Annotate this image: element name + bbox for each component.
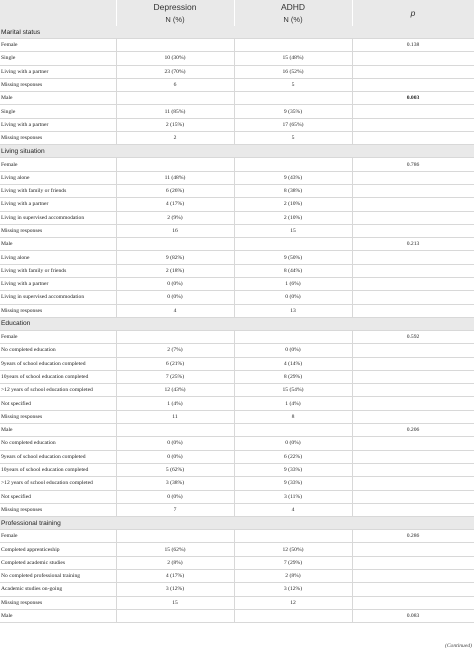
- adhd-value: 3 (11%): [234, 490, 352, 503]
- depression-value: 7: [116, 503, 234, 516]
- adhd-value: 9 (35%): [234, 105, 352, 118]
- header-blank: [0, 0, 116, 13]
- table-row: [0, 503, 474, 516]
- section-header-row: [0, 26, 474, 39]
- depression-value: 2 (15%): [116, 118, 234, 131]
- table-row: [0, 569, 474, 582]
- depression-value: [116, 330, 234, 343]
- row-label: 10years of school education completed: [0, 370, 116, 383]
- table-row: [0, 211, 474, 224]
- p-value: [352, 543, 474, 556]
- adhd-value: 1 (4%): [234, 397, 352, 410]
- table-row: [0, 184, 474, 197]
- adhd-value: 5: [234, 78, 352, 91]
- table-row: [0, 530, 474, 543]
- p-value: [352, 211, 474, 224]
- table-row: [0, 304, 474, 317]
- section-title: Professional training: [0, 517, 474, 530]
- row-label: Living with family or friends: [0, 184, 116, 197]
- row-label: Academic studies on-going: [0, 583, 116, 596]
- p-value: [352, 132, 474, 145]
- table-row: [0, 450, 474, 463]
- adhd-value: 6 (22%): [234, 450, 352, 463]
- p-value: [352, 291, 474, 304]
- depression-value: 2 (9%): [116, 211, 234, 224]
- depression-value: 6 (21%): [116, 357, 234, 370]
- row-label: Missing responses: [0, 410, 116, 423]
- table-row: [0, 583, 474, 596]
- p-value: [352, 344, 474, 357]
- adhd-value: 2 (8%): [234, 569, 352, 582]
- table-row: [0, 477, 474, 490]
- adhd-value: [234, 330, 352, 343]
- p-value: 0.213: [352, 238, 474, 251]
- row-label: No completed education: [0, 344, 116, 357]
- table-body: [0, 26, 474, 623]
- adhd-value: [234, 158, 352, 171]
- p-value: [352, 410, 474, 423]
- row-label: Living alone: [0, 171, 116, 184]
- adhd-value: [234, 530, 352, 543]
- adhd-value: 9 (50%): [234, 251, 352, 264]
- table-row: [0, 424, 474, 437]
- depression-value: 11 (48%): [116, 171, 234, 184]
- subheader-adhd: N (%): [234, 13, 352, 26]
- depression-value: 0 (0%): [116, 278, 234, 291]
- section-title: Education: [0, 317, 474, 330]
- depression-value: 4 (17%): [116, 198, 234, 211]
- p-value: [352, 52, 474, 65]
- row-label: Missing responses: [0, 503, 116, 516]
- row-label: Not specified: [0, 490, 116, 503]
- table-row: [0, 278, 474, 291]
- table-row: [0, 39, 474, 52]
- p-value: [352, 78, 474, 91]
- depression-value: 16: [116, 224, 234, 237]
- adhd-value: 2 (10%): [234, 198, 352, 211]
- depression-value: 7 (25%): [116, 370, 234, 383]
- table-row: [0, 556, 474, 569]
- row-label: Missing responses: [0, 132, 116, 145]
- adhd-value: 15: [234, 224, 352, 237]
- p-value: [352, 569, 474, 582]
- row-label: 9years of school education completed: [0, 450, 116, 463]
- depression-value: 11: [116, 410, 234, 423]
- subheader-blank: [0, 13, 116, 26]
- row-label: Living with a partner: [0, 118, 116, 131]
- row-label: Missing responses: [0, 304, 116, 317]
- row-label: 9years of school education completed: [0, 357, 116, 370]
- adhd-value: 15 (54%): [234, 384, 352, 397]
- adhd-value: 9 (33%): [234, 463, 352, 476]
- adhd-value: 13: [234, 304, 352, 317]
- adhd-value: [234, 92, 352, 105]
- p-value: [352, 118, 474, 131]
- depression-value: 6: [116, 78, 234, 91]
- depression-value: [116, 424, 234, 437]
- section-title: Living situation: [0, 145, 474, 158]
- p-value: [352, 198, 474, 211]
- p-value: [352, 596, 474, 609]
- depression-value: [116, 530, 234, 543]
- table-row: [0, 251, 474, 264]
- row-label: Living with a partner: [0, 278, 116, 291]
- table-row: [0, 158, 474, 171]
- adhd-value: 0 (0%): [234, 437, 352, 450]
- depression-value: 1 (4%): [116, 397, 234, 410]
- row-label: Male: [0, 609, 116, 622]
- depression-value: [116, 238, 234, 251]
- adhd-value: 8 (29%): [234, 370, 352, 383]
- p-value: [352, 397, 474, 410]
- adhd-value: 8 (44%): [234, 264, 352, 277]
- row-label: Female: [0, 530, 116, 543]
- row-label: Living with a partner: [0, 65, 116, 78]
- p-value: [352, 370, 474, 383]
- row-label: Male: [0, 238, 116, 251]
- table-row: [0, 118, 474, 131]
- depression-value: 10 (30%): [116, 52, 234, 65]
- adhd-value: 4 (14%): [234, 357, 352, 370]
- p-value: [352, 503, 474, 516]
- table-row: [0, 609, 474, 622]
- row-label: Living with family or friends: [0, 264, 116, 277]
- adhd-value: [234, 238, 352, 251]
- depression-value: 0 (0%): [116, 450, 234, 463]
- section-header-row: [0, 145, 474, 158]
- depression-value: [116, 609, 234, 622]
- depression-value: 15: [116, 596, 234, 609]
- row-label: Completed apprenticeship: [0, 543, 116, 556]
- row-label: Single: [0, 105, 116, 118]
- table-row: [0, 357, 474, 370]
- table-row: [0, 291, 474, 304]
- p-value: 0.206: [352, 424, 474, 437]
- table-row: [0, 397, 474, 410]
- adhd-value: 1 (6%): [234, 278, 352, 291]
- depression-value: 3 (38%): [116, 477, 234, 490]
- row-label: Female: [0, 330, 116, 343]
- table-row: [0, 224, 474, 237]
- continued-note: (Continued): [444, 643, 472, 649]
- row-label: Completed academic studies: [0, 556, 116, 569]
- p-value: [352, 264, 474, 277]
- p-value: [352, 463, 474, 476]
- table-row: [0, 596, 474, 609]
- table-row: [0, 52, 474, 65]
- row-label: Living alone: [0, 251, 116, 264]
- table-row: [0, 105, 474, 118]
- row-label: Missing responses: [0, 78, 116, 91]
- table-row: [0, 65, 474, 78]
- p-value: 0.786: [352, 158, 474, 171]
- row-label: >12 years of school education completed: [0, 477, 116, 490]
- adhd-value: 8 (38%): [234, 184, 352, 197]
- depression-value: 11 (85%): [116, 105, 234, 118]
- depression-value: 2 (7%): [116, 344, 234, 357]
- adhd-value: [234, 609, 352, 622]
- depression-value: 0 (0%): [116, 490, 234, 503]
- table-row: [0, 384, 474, 397]
- row-label: Male: [0, 92, 116, 105]
- depression-value: [116, 39, 234, 52]
- adhd-value: 2 (10%): [234, 211, 352, 224]
- adhd-value: 8: [234, 410, 352, 423]
- section-header-row: [0, 317, 474, 330]
- adhd-value: 12: [234, 596, 352, 609]
- p-value: [352, 477, 474, 490]
- table-row: [0, 198, 474, 211]
- p-value: [352, 171, 474, 184]
- adhd-value: 3 (12%): [234, 583, 352, 596]
- row-label: Male: [0, 424, 116, 437]
- p-value: [352, 278, 474, 291]
- adhd-value: 15 (48%): [234, 52, 352, 65]
- depression-value: [116, 158, 234, 171]
- table-row: [0, 543, 474, 556]
- row-label: Not specified: [0, 397, 116, 410]
- p-value: [352, 490, 474, 503]
- table-row: [0, 437, 474, 450]
- depression-value: 23 (70%): [116, 65, 234, 78]
- p-value: [352, 251, 474, 264]
- p-value: [352, 437, 474, 450]
- table-row: [0, 330, 474, 343]
- row-label: 10years of school education completed: [0, 463, 116, 476]
- adhd-value: 9 (43%): [234, 171, 352, 184]
- row-label: No completed education: [0, 437, 116, 450]
- row-label: Living with a partner: [0, 198, 116, 211]
- table-row: [0, 370, 474, 383]
- section-header-row: [0, 517, 474, 530]
- table-row: [0, 344, 474, 357]
- p-value: [352, 184, 474, 197]
- table-row: [0, 78, 474, 91]
- depression-value: 3 (12%): [116, 583, 234, 596]
- table-row: [0, 171, 474, 184]
- adhd-value: 9 (33%): [234, 477, 352, 490]
- p-value: [352, 65, 474, 78]
- p-value: [352, 304, 474, 317]
- depression-value: [116, 92, 234, 105]
- p-value: [352, 384, 474, 397]
- depression-value: 9 (82%): [116, 251, 234, 264]
- depression-value: 4: [116, 304, 234, 317]
- header-p: p: [352, 0, 474, 26]
- p-value: 0.083: [352, 609, 474, 622]
- p-value: [352, 224, 474, 237]
- p-value: [352, 556, 474, 569]
- row-label: >12 years of school education completed: [0, 384, 116, 397]
- p-value: 0.592: [352, 330, 474, 343]
- p-value: [352, 450, 474, 463]
- depression-value: 4 (17%): [116, 569, 234, 582]
- adhd-value: 17 (65%): [234, 118, 352, 131]
- p-value: [352, 583, 474, 596]
- depression-value: 0 (0%): [116, 291, 234, 304]
- table-row: [0, 463, 474, 476]
- adhd-value: 5: [234, 132, 352, 145]
- subheader-depression: N (%): [116, 13, 234, 26]
- depression-value: 2 (8%): [116, 556, 234, 569]
- depression-value: 12 (43%): [116, 384, 234, 397]
- depression-value: 0 (0%): [116, 437, 234, 450]
- table-row: [0, 132, 474, 145]
- adhd-value: 12 (50%): [234, 543, 352, 556]
- p-value: 0.003: [352, 92, 474, 105]
- adhd-value: 16 (52%): [234, 65, 352, 78]
- p-value: [352, 105, 474, 118]
- p-value: 0.286: [352, 530, 474, 543]
- header-adhd: ADHD: [234, 0, 352, 13]
- table-row: [0, 410, 474, 423]
- depression-value: 15 (62%): [116, 543, 234, 556]
- adhd-value: 0 (0%): [234, 291, 352, 304]
- row-label: No completed professional training: [0, 569, 116, 582]
- section-title: Marital status: [0, 26, 474, 39]
- table-row: [0, 238, 474, 251]
- row-label: Single: [0, 52, 116, 65]
- adhd-value: 4: [234, 503, 352, 516]
- row-label: Living in supervised accommodation: [0, 211, 116, 224]
- p-value: [352, 357, 474, 370]
- adhd-value: [234, 39, 352, 52]
- adhd-value: [234, 424, 352, 437]
- adhd-value: 7 (29%): [234, 556, 352, 569]
- table-header: [0, 0, 474, 26]
- depression-value: 2 (18%): [116, 264, 234, 277]
- table-row: [0, 264, 474, 277]
- table-row: [0, 92, 474, 105]
- table-row: [0, 490, 474, 503]
- depression-value: 6 (26%): [116, 184, 234, 197]
- depression-value: 2: [116, 132, 234, 145]
- p-value: 0.138: [352, 39, 474, 52]
- row-label: Missing responses: [0, 596, 116, 609]
- row-label: Female: [0, 39, 116, 52]
- row-label: Living in supervised accommodation: [0, 291, 116, 304]
- adhd-value: 0 (0%): [234, 344, 352, 357]
- depression-value: 5 (62%): [116, 463, 234, 476]
- row-label: Missing responses: [0, 224, 116, 237]
- header-depression: Depression: [116, 0, 234, 13]
- row-label: Female: [0, 158, 116, 171]
